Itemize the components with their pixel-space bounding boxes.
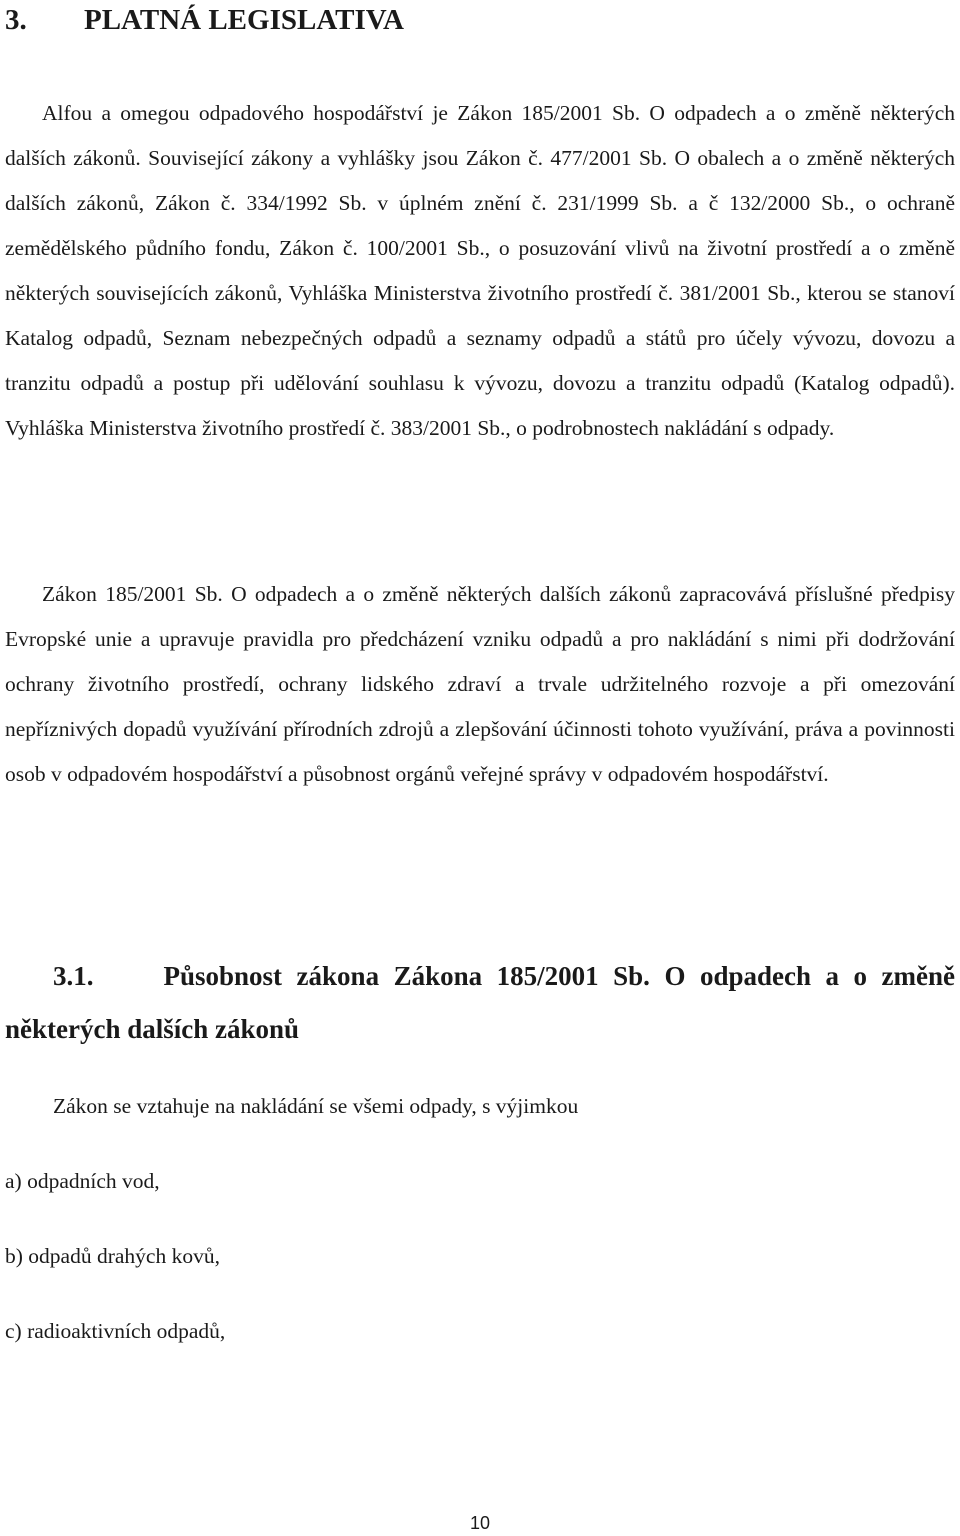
paragraph-text: Alfou a omegou odpadového hospodářství je Zákon 185/2001 Sb. O odpadech a o změně některých dalších zákonů. Související zákony a vyhlášky jsou Zákon č. 477/2001 Sb. O obalech a o změně některých dalších zákonů, Zákon č. 334/1992 Sb. v úplném znění č. 231/1999 Sb. a č 132/2000 Sb., o ochraně zemědělského půdního fondu, Zákon č. 100/2001 Sb., o posuzování vlivů na životní prostředí a o změně některých souvisejících zákonů, Vyhláška Ministerstva životního prostředí č. 381/2001 Sb., kterou se stanoví Katalog odpadů, Seznam nebezpečných odpadů a seznamy odpadů a států pro účely vývozu, dovozu a tranzitu odpadů a postup při udělování souhlasu k vývozu, dovozu a tranzitu odpadů (Katalog odpadů). Vyhláška Ministerstva životního prostředí č. 383/2001 Sb., o podrobnostech nakládání s odpady. (5, 101, 955, 440)
paragraph-law-purpose (5, 572, 955, 797)
exception-item: a) odpadních vod, (5, 1169, 160, 1193)
page-number: 10 (469, 1513, 491, 1533)
paragraph-text: Zákon 185/2001 Sb. O odpadech a o změně některých dalších zákonů zapracovává příslušné předpisy Evropské unie a upravuje pravidla pro předcházení vzniku odpadů a pro nakládání s nimi při dodržování ochrany životního prostředí, ochrany lidského zdraví a trvale udržitelného rozvoje a při omezování nepříznivých dopadů využívání přírodních zdrojů a zlepšování účinnosti tohoto využívání, práva a povinnosti osob v odpadovém hospodářství a působnost orgánů veřejné správy v odpadovém hospodářství. (5, 582, 955, 786)
subsection-title: Působnost zákona Zákona 185/2001 Sb. O odpadech a o změně některých dalších zákonů (5, 961, 955, 1044)
exception-item: c) radioaktivních odpadů, (5, 1319, 226, 1343)
paragraph-legislation-overview (5, 91, 955, 451)
section-number: 3. (5, 4, 27, 36)
section-heading (5, 2, 404, 38)
section-title: PLATNÁ LEGISLATIVA (84, 4, 404, 36)
subsection-heading (5, 950, 955, 1056)
exception-item: b) odpadů drahých kovů, (5, 1244, 220, 1268)
scope-intro: Zákon se vztahuje na nakládání se všemi odpady, s výjimkou (53, 1094, 579, 1118)
subsection-number: 3.1. (53, 961, 94, 991)
